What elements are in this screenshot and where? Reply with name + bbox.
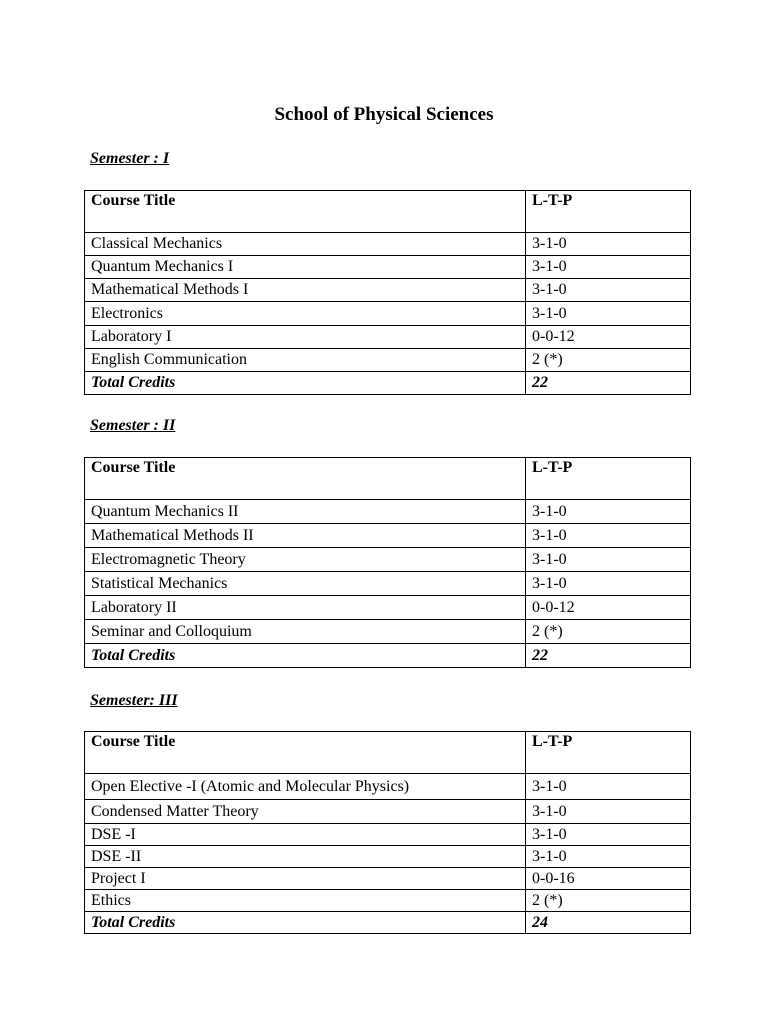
table-header-row bbox=[85, 458, 691, 500]
semester-2-heading: Semester : II bbox=[90, 417, 176, 434]
course-title: English Communication bbox=[85, 349, 526, 372]
course-ltp: 3-1-0 bbox=[526, 846, 691, 868]
table-row bbox=[85, 500, 691, 524]
total-credits-row bbox=[85, 372, 691, 395]
course-title: Mathematical Methods II bbox=[85, 524, 526, 548]
table-row bbox=[85, 524, 691, 548]
page-title: School of Physical Sciences bbox=[274, 104, 494, 125]
course-ltp: 3-1-0 bbox=[526, 800, 691, 824]
table-row bbox=[85, 824, 691, 846]
total-credits-label: Total Credits bbox=[85, 912, 526, 934]
course-ltp: 3-1-0 bbox=[526, 256, 691, 279]
table-row bbox=[85, 868, 691, 890]
ltp-header: L-T-P bbox=[526, 191, 691, 233]
table-row bbox=[85, 548, 691, 572]
table-row bbox=[85, 233, 691, 256]
semester-3-table bbox=[84, 731, 691, 934]
table-row bbox=[85, 326, 691, 349]
course-title: Statistical Mechanics bbox=[85, 572, 526, 596]
semester-3-heading: Semester: III bbox=[90, 692, 178, 709]
total-credits-label: Total Credits bbox=[85, 644, 526, 668]
course-ltp: 3-1-0 bbox=[526, 572, 691, 596]
course-ltp: 3-1-0 bbox=[526, 279, 691, 302]
course-title: DSE -II bbox=[85, 846, 526, 868]
total-credits-value: 22 bbox=[526, 372, 691, 395]
course-title: Project I bbox=[85, 868, 526, 890]
table-row bbox=[85, 846, 691, 868]
course-ltp: 0-0-12 bbox=[526, 326, 691, 349]
course-ltp: 3-1-0 bbox=[526, 233, 691, 256]
table-row bbox=[85, 279, 691, 302]
ltp-header: L-T-P bbox=[526, 458, 691, 500]
course-title: Quantum Mechanics I bbox=[85, 256, 526, 279]
course-title: DSE -I bbox=[85, 824, 526, 846]
total-credits-label: Total Credits bbox=[85, 372, 526, 395]
course-ltp: 0-0-12 bbox=[526, 596, 691, 620]
semester-1-heading: Semester : I bbox=[90, 150, 170, 167]
table-row bbox=[85, 890, 691, 912]
course-ltp: 0-0-16 bbox=[526, 868, 691, 890]
course-ltp: 3-1-0 bbox=[526, 774, 691, 800]
total-credits-row bbox=[85, 644, 691, 668]
course-ltp: 2 (*) bbox=[526, 620, 691, 644]
course-ltp: 2 (*) bbox=[526, 890, 691, 912]
course-ltp: 2 (*) bbox=[526, 349, 691, 372]
course-title-header: Course Title bbox=[85, 191, 526, 233]
course-title: Open Elective -I (Atomic and Molecular Physics) bbox=[85, 774, 526, 800]
table-row bbox=[85, 302, 691, 326]
table-header-row bbox=[85, 732, 691, 774]
course-ltp: 3-1-0 bbox=[526, 500, 691, 524]
course-title-header: Course Title bbox=[85, 458, 526, 500]
course-ltp: 3-1-0 bbox=[526, 824, 691, 846]
table-row bbox=[85, 596, 691, 620]
course-title: Electromagnetic Theory bbox=[85, 548, 526, 572]
semester-1-table bbox=[84, 190, 691, 395]
table-row bbox=[85, 620, 691, 644]
course-title: Electronics bbox=[85, 302, 526, 326]
table-row bbox=[85, 256, 691, 279]
table-row bbox=[85, 572, 691, 596]
course-title: Ethics bbox=[85, 890, 526, 912]
table-row bbox=[85, 800, 691, 824]
course-ltp: 3-1-0 bbox=[526, 548, 691, 572]
table-header-row bbox=[85, 191, 691, 233]
course-title: Quantum Mechanics II bbox=[85, 500, 526, 524]
table-row bbox=[85, 349, 691, 372]
table-row bbox=[85, 774, 691, 800]
total-credits-row bbox=[85, 912, 691, 934]
course-title-header: Course Title bbox=[85, 732, 526, 774]
semester-2-table bbox=[84, 457, 691, 668]
course-title: Mathematical Methods I bbox=[85, 279, 526, 302]
course-ltp: 3-1-0 bbox=[526, 524, 691, 548]
course-title: Seminar and Colloquium bbox=[85, 620, 526, 644]
course-title: Condensed Matter Theory bbox=[85, 800, 526, 824]
course-title: Laboratory II bbox=[85, 596, 526, 620]
total-credits-value: 24 bbox=[526, 912, 691, 934]
course-title: Laboratory I bbox=[85, 326, 526, 349]
course-title: Classical Mechanics bbox=[85, 233, 526, 256]
course-ltp: 3-1-0 bbox=[526, 302, 691, 326]
total-credits-value: 22 bbox=[526, 644, 691, 668]
ltp-header: L-T-P bbox=[526, 732, 691, 774]
